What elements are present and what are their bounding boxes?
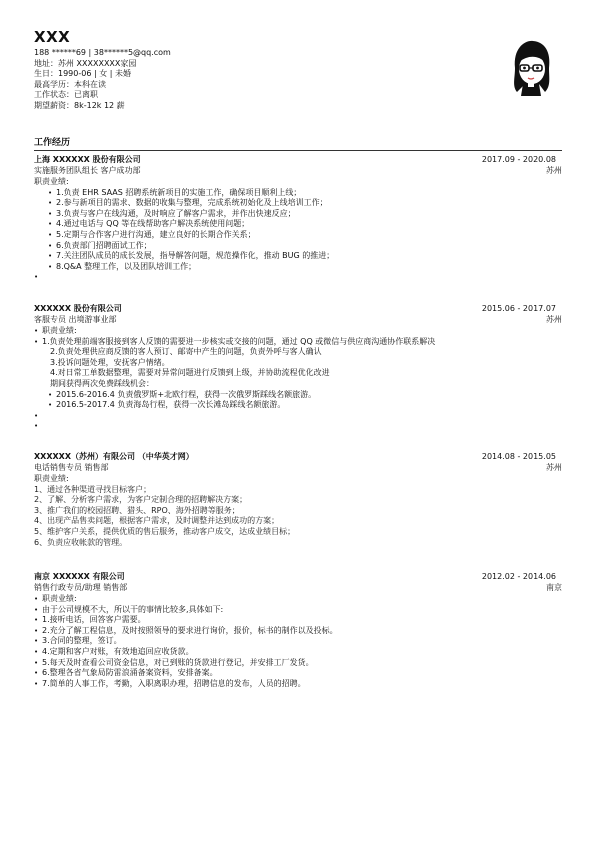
bullet-icon: • xyxy=(48,241,53,250)
duty-line: • 7.简单的人事工作，考勤，入职离职办理，招聘信息的发布，人员的招聘。 xyxy=(34,678,306,688)
job-city: 苏州 xyxy=(546,166,562,175)
duty-line: 1、通过各种渠道寻找目标客户； xyxy=(34,484,152,494)
duty-line: • 2015.6-2016.4 负责俄罗斯+北欧行程，获得一次俄罗斯踩线名额旅游。 xyxy=(48,389,317,399)
job-role: 销售行政专员/助理 销售部 xyxy=(34,583,128,592)
avatar xyxy=(505,38,557,96)
job-entry xyxy=(34,304,562,432)
duty-line: • 1.负责 EHR SAAS 招聘系统新项目的实施工作，确保项目顺利上线； xyxy=(48,187,302,197)
status-line: 工作状态：已离职 xyxy=(34,90,98,100)
bullet-icon: • xyxy=(34,626,39,635)
job-entry xyxy=(34,155,562,283)
bullet-icon: • xyxy=(34,422,39,431)
contact-line: 188 ******69 | 38******5@qq.com xyxy=(34,48,171,57)
job-date: 2012.02 - 2014.06 xyxy=(481,572,556,581)
job-role: 实施服务团队组长 客户成功部 xyxy=(34,166,141,175)
duty-line: • 6.整理各省气象局防雷浪涌备案资料，安排备案。 xyxy=(34,668,218,678)
job-city: 苏州 xyxy=(546,463,562,472)
job-company: 南京 XXXXXX 有限公司 xyxy=(34,572,125,581)
duty-line: • 4.定期和客户对账，有效地追回应收货款。 xyxy=(34,646,194,656)
job-role: 电话销售专员 销售部 xyxy=(34,463,109,472)
section-divider xyxy=(34,150,562,151)
job-company: XXXXXX 股份有限公司 xyxy=(34,304,122,313)
duty-line: 职责业绩: xyxy=(34,474,69,483)
duty-line: • 1.负责处理前端客服接到客人反馈的需要进一步核实或交接的问题，通过 QQ 或微信与供应商沟通协作联系解决 xyxy=(34,336,436,346)
bullet-icon: • xyxy=(48,252,53,261)
duty-line: 4.对日常工单数据整理，需要对异常问题进行反馈到上级，并协助流程优化改进 xyxy=(50,368,330,378)
duty-line: 2.负责处理供应商反馈的客人预订、邮寄中产生的问题，负责外呼与客人确认 xyxy=(50,347,322,357)
duty-line: 职责业绩: xyxy=(34,177,69,186)
bullet-icon: • xyxy=(34,273,39,282)
duty-line: • 3.合同的整理，签订。 xyxy=(34,636,122,646)
salary-line: 期望薪资：8k-12k 12 薪 xyxy=(34,100,125,110)
bullet-icon: • xyxy=(48,209,53,218)
duty-line: • 3.负责与客户在线沟通，及时响应了解客户需求，并作出快速反应； xyxy=(48,208,296,218)
bullet-icon: • xyxy=(34,637,39,646)
bullet-icon: • xyxy=(34,679,39,688)
bullet-icon: • xyxy=(34,411,39,420)
job-company: 上海 XXXXXX 股份有限公司 xyxy=(34,155,141,164)
bullet-icon: • xyxy=(48,220,53,229)
bullet-icon: • xyxy=(48,230,53,239)
empty-bullet xyxy=(34,421,562,432)
duty-line: • 7.关注团队成员的成长发展，指导解答问题，规范操作化，推动 BUG 的推进； xyxy=(48,251,335,261)
bullet-icon: • xyxy=(34,595,39,603)
duty-line: • 5.每天及时查看公司资金信息，对已到账的货款进行登记，并安排工厂发货。 xyxy=(34,657,314,667)
bullet-icon: • xyxy=(48,390,53,399)
duty-line: • 职责业绩: xyxy=(34,326,77,335)
candidate-name: XXX xyxy=(34,28,71,46)
bullet-icon: • xyxy=(34,616,39,625)
duty-line: 3、推广我们的校园招聘、猎头、RPO、海外招聘等服务； xyxy=(34,505,240,515)
duty-line: • 4.通过电话与 QQ 等在线帮助客户解决系统使用问题； xyxy=(48,219,250,229)
section-title-work-experience: 工作经历 xyxy=(34,138,71,148)
bullet-icon: • xyxy=(34,605,39,614)
duty-line: • 由于公司规模不大，所以干的事情比较多,具体如下: xyxy=(34,604,224,614)
empty-bullet xyxy=(34,272,562,283)
duty-line: • 6.负责部门招聘面试工作； xyxy=(48,240,152,250)
bullet-icon: • xyxy=(48,188,53,197)
address-line: 地址：苏州 XXXXXXXX家园 xyxy=(34,58,137,68)
job-date: 2015.06 - 2017.07 xyxy=(481,304,556,313)
duty-line: • 8.Q&A 整理工作，以及团队培训工作； xyxy=(48,261,197,271)
bullet-icon: • xyxy=(48,262,53,271)
duty-line: 5、维护客户关系，提供优质的售后服务，推动客户成交，达成业绩目标； xyxy=(34,526,296,536)
birth-line: 生日：1990-06 | 女 | 未婚 xyxy=(34,69,131,79)
bullet-icon: • xyxy=(34,327,39,335)
job-role: 客服专员 出境游事业部 xyxy=(34,315,117,324)
duty-line: 2、了解、分析客户需求，为客户定制合理的招聘解决方案； xyxy=(34,495,248,505)
empty-bullet xyxy=(34,411,562,422)
duty-line: • 职责业绩: xyxy=(34,594,77,603)
education-line: 最高学历：本科在读 xyxy=(34,79,106,89)
job-date: 2017.09 - 2020.08 xyxy=(481,155,556,164)
duty-line: 期间获得两次免费踩线机会： xyxy=(50,378,154,388)
bullet-icon: • xyxy=(34,337,39,346)
duty-line: • 5.定期与合作客户进行沟通，建立良好的长期合作关系； xyxy=(48,229,256,239)
duty-line: • 2.参与新项目的需求、数据的收集与整理，完成系统初始化及上线培训工作； xyxy=(48,198,328,208)
job-date: 2014.08 - 2015.05 xyxy=(481,452,556,461)
duty-line: • 2016.5-2017.4 负责海岛行程，获得一次长滩岛踩线名额旅游。 xyxy=(48,400,286,410)
bullet-icon: • xyxy=(48,199,53,208)
job-entry xyxy=(34,572,562,689)
duty-line: • 2.充分了解工程信息，及时按照领导的要求进行询价，报价，标书的制作以及投标。 xyxy=(34,625,338,635)
bullet-icon: • xyxy=(34,647,39,656)
job-company: XXXXXX（苏州）有限公司 （中华英才网） xyxy=(34,452,194,461)
job-city: 南京 xyxy=(546,583,562,592)
job-city: 苏州 xyxy=(546,315,562,324)
bullet-icon: • xyxy=(48,401,53,410)
duty-line: 6、负责应收帐款的管理。 xyxy=(34,537,128,547)
bullet-icon: • xyxy=(34,669,39,678)
personal-info xyxy=(34,48,434,112)
duty-line: 3.投诉问题处理，安抚客户情绪。 xyxy=(50,357,170,367)
job-entry xyxy=(34,452,562,548)
duty-line: • 1.接听电话，回答客户需要。 xyxy=(34,615,146,625)
duty-line: 4、出现产品售卖问题，根据客户需求，及时调整并达到成功的方案； xyxy=(34,516,280,526)
bullet-icon: • xyxy=(34,658,39,667)
